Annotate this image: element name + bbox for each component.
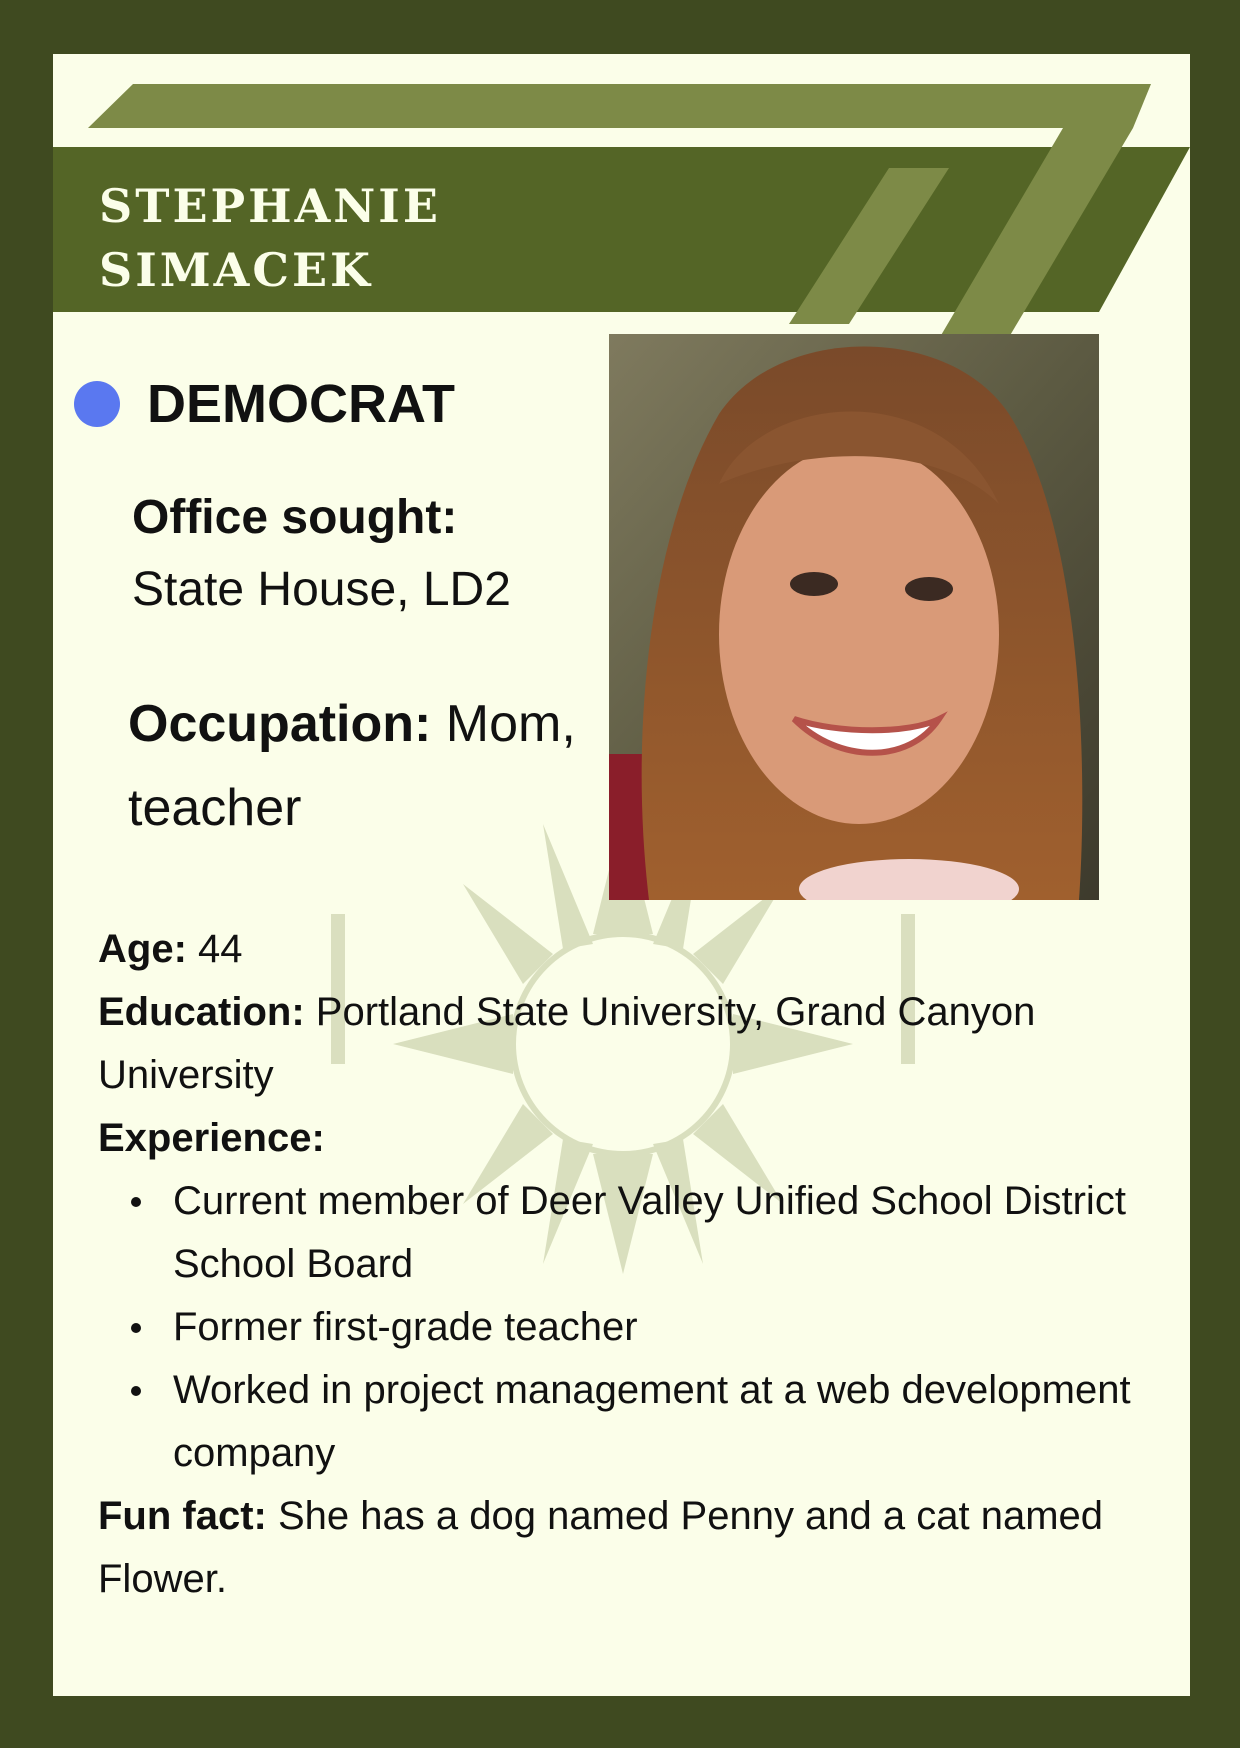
age-label: Age: [98, 927, 187, 971]
experience-item: Former first-grade teacher [173, 1296, 1138, 1359]
office-label: Office sought: [132, 491, 458, 544]
fun-fact-label: Fun fact: [98, 1494, 267, 1538]
age-value: 44 [198, 927, 243, 971]
experience-row [98, 1107, 1138, 1170]
fun-fact-value: She has a dog named Penny and a cat named Flower. [98, 1494, 1104, 1601]
name-first: STEPHANIE [99, 179, 441, 233]
education-label: Education: [98, 990, 305, 1034]
party-affiliation: DEMOCRAT [147, 374, 455, 434]
experience-label: Experience: [98, 1116, 325, 1160]
candidate-details [98, 918, 1138, 1611]
experience-list [98, 1170, 1138, 1485]
name-last: SIMACEK [99, 243, 373, 297]
occupation-value: Mom, teacher [128, 695, 576, 837]
candidate-headshot-icon [609, 334, 1099, 900]
occupation-label: Occupation: [128, 695, 432, 753]
experience-item: Worked in project management at a web development company [173, 1359, 1138, 1485]
office-sought [132, 482, 582, 626]
fun-fact-row [98, 1485, 1138, 1611]
education-value: Portland State University, Grand Canyon University [98, 990, 1036, 1097]
candidate-card [53, 54, 1190, 1696]
age-row [98, 918, 1138, 981]
experience-item: Current member of Deer Valley Unified School District School Board [173, 1170, 1138, 1296]
candidate-photo [609, 334, 1099, 900]
top-stripe [88, 84, 1151, 128]
party-dot-icon [74, 381, 120, 427]
candidate-name [99, 174, 441, 302]
education-row [98, 981, 1138, 1107]
office-value: State House, LD2 [132, 563, 511, 616]
occupation [128, 682, 598, 850]
